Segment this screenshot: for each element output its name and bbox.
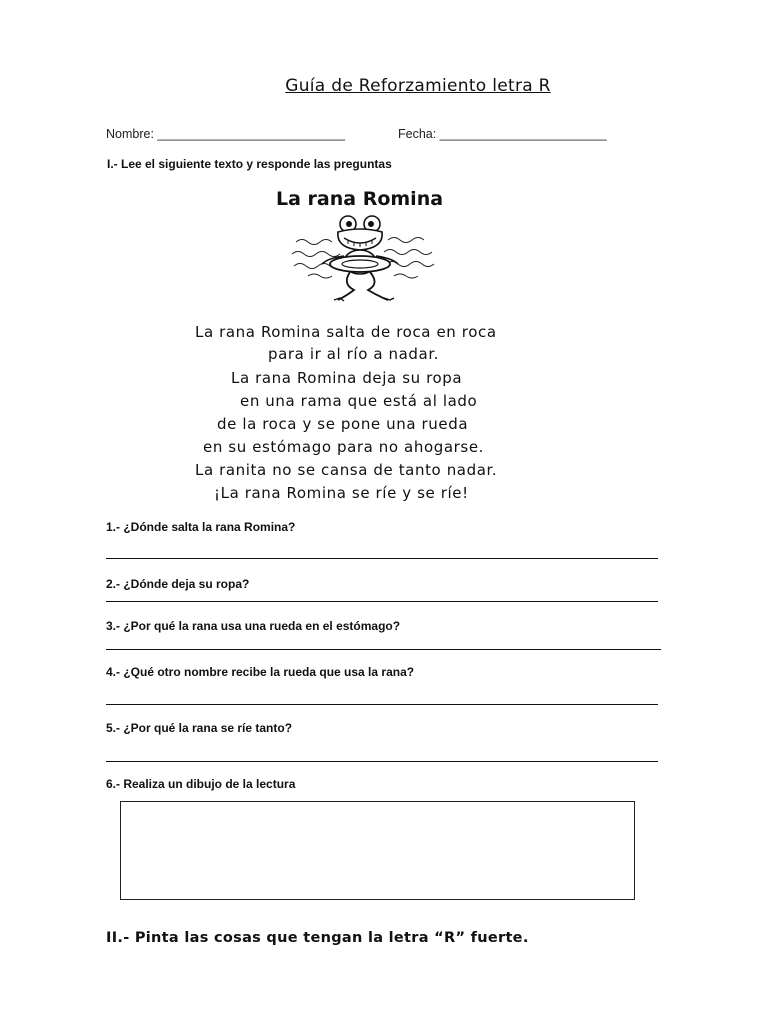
question-3: 3.- ¿Por qué la rana usa una rueda en el estómago? <box>106 619 401 633</box>
section-1-heading: I.- Lee el siguiente texto y responde las preguntas <box>107 157 392 171</box>
question-4: 4.- ¿Qué otro nombre recibe la rueda que usa la rana? <box>106 665 415 679</box>
story-line: de la roca y se pone una rueda <box>217 415 469 433</box>
answer-line-2[interactable] <box>106 601 658 602</box>
question-6: 6.- Realiza un dibujo de la lectura <box>106 777 296 791</box>
drawing-box[interactable] <box>120 801 635 900</box>
frog-illustration <box>288 212 438 306</box>
answer-line-3[interactable] <box>106 649 661 650</box>
answer-line-1[interactable] <box>106 558 658 559</box>
story-line: La ranita no se cansa de tanto nadar. <box>195 461 498 479</box>
question-2: 2.- ¿Dónde deja su ropa? <box>106 577 250 591</box>
section-2-heading: II.- Pinta las cosas que tengan la letra “R” fuerte. <box>106 930 529 946</box>
story-title: La rana Romina <box>276 188 444 210</box>
fecha-field[interactable]: Fecha: ________________________ <box>398 127 607 141</box>
story-line: en su estómago para no ahogarse. <box>203 438 485 456</box>
story-line: en una rama que está al lado <box>240 392 478 410</box>
story-line: para ir al río a nadar. <box>268 345 440 363</box>
story-line: La rana Romina deja su ropa <box>231 369 463 387</box>
page-title: Guía de Reforzamiento letra R <box>285 76 551 96</box>
story-line: ¡La rana Romina se ríe y se ríe! <box>214 484 469 502</box>
story-line: La rana Romina salta de roca en roca <box>195 323 497 341</box>
question-1: 1.- ¿Dónde salta la rana Romina? <box>106 520 296 534</box>
question-5: 5.- ¿Por qué la rana se ríe tanto? <box>106 721 293 735</box>
answer-line-4[interactable] <box>106 704 658 705</box>
answer-line-5[interactable] <box>106 761 658 762</box>
nombre-field[interactable]: Nombre: ___________________________ <box>106 127 346 141</box>
